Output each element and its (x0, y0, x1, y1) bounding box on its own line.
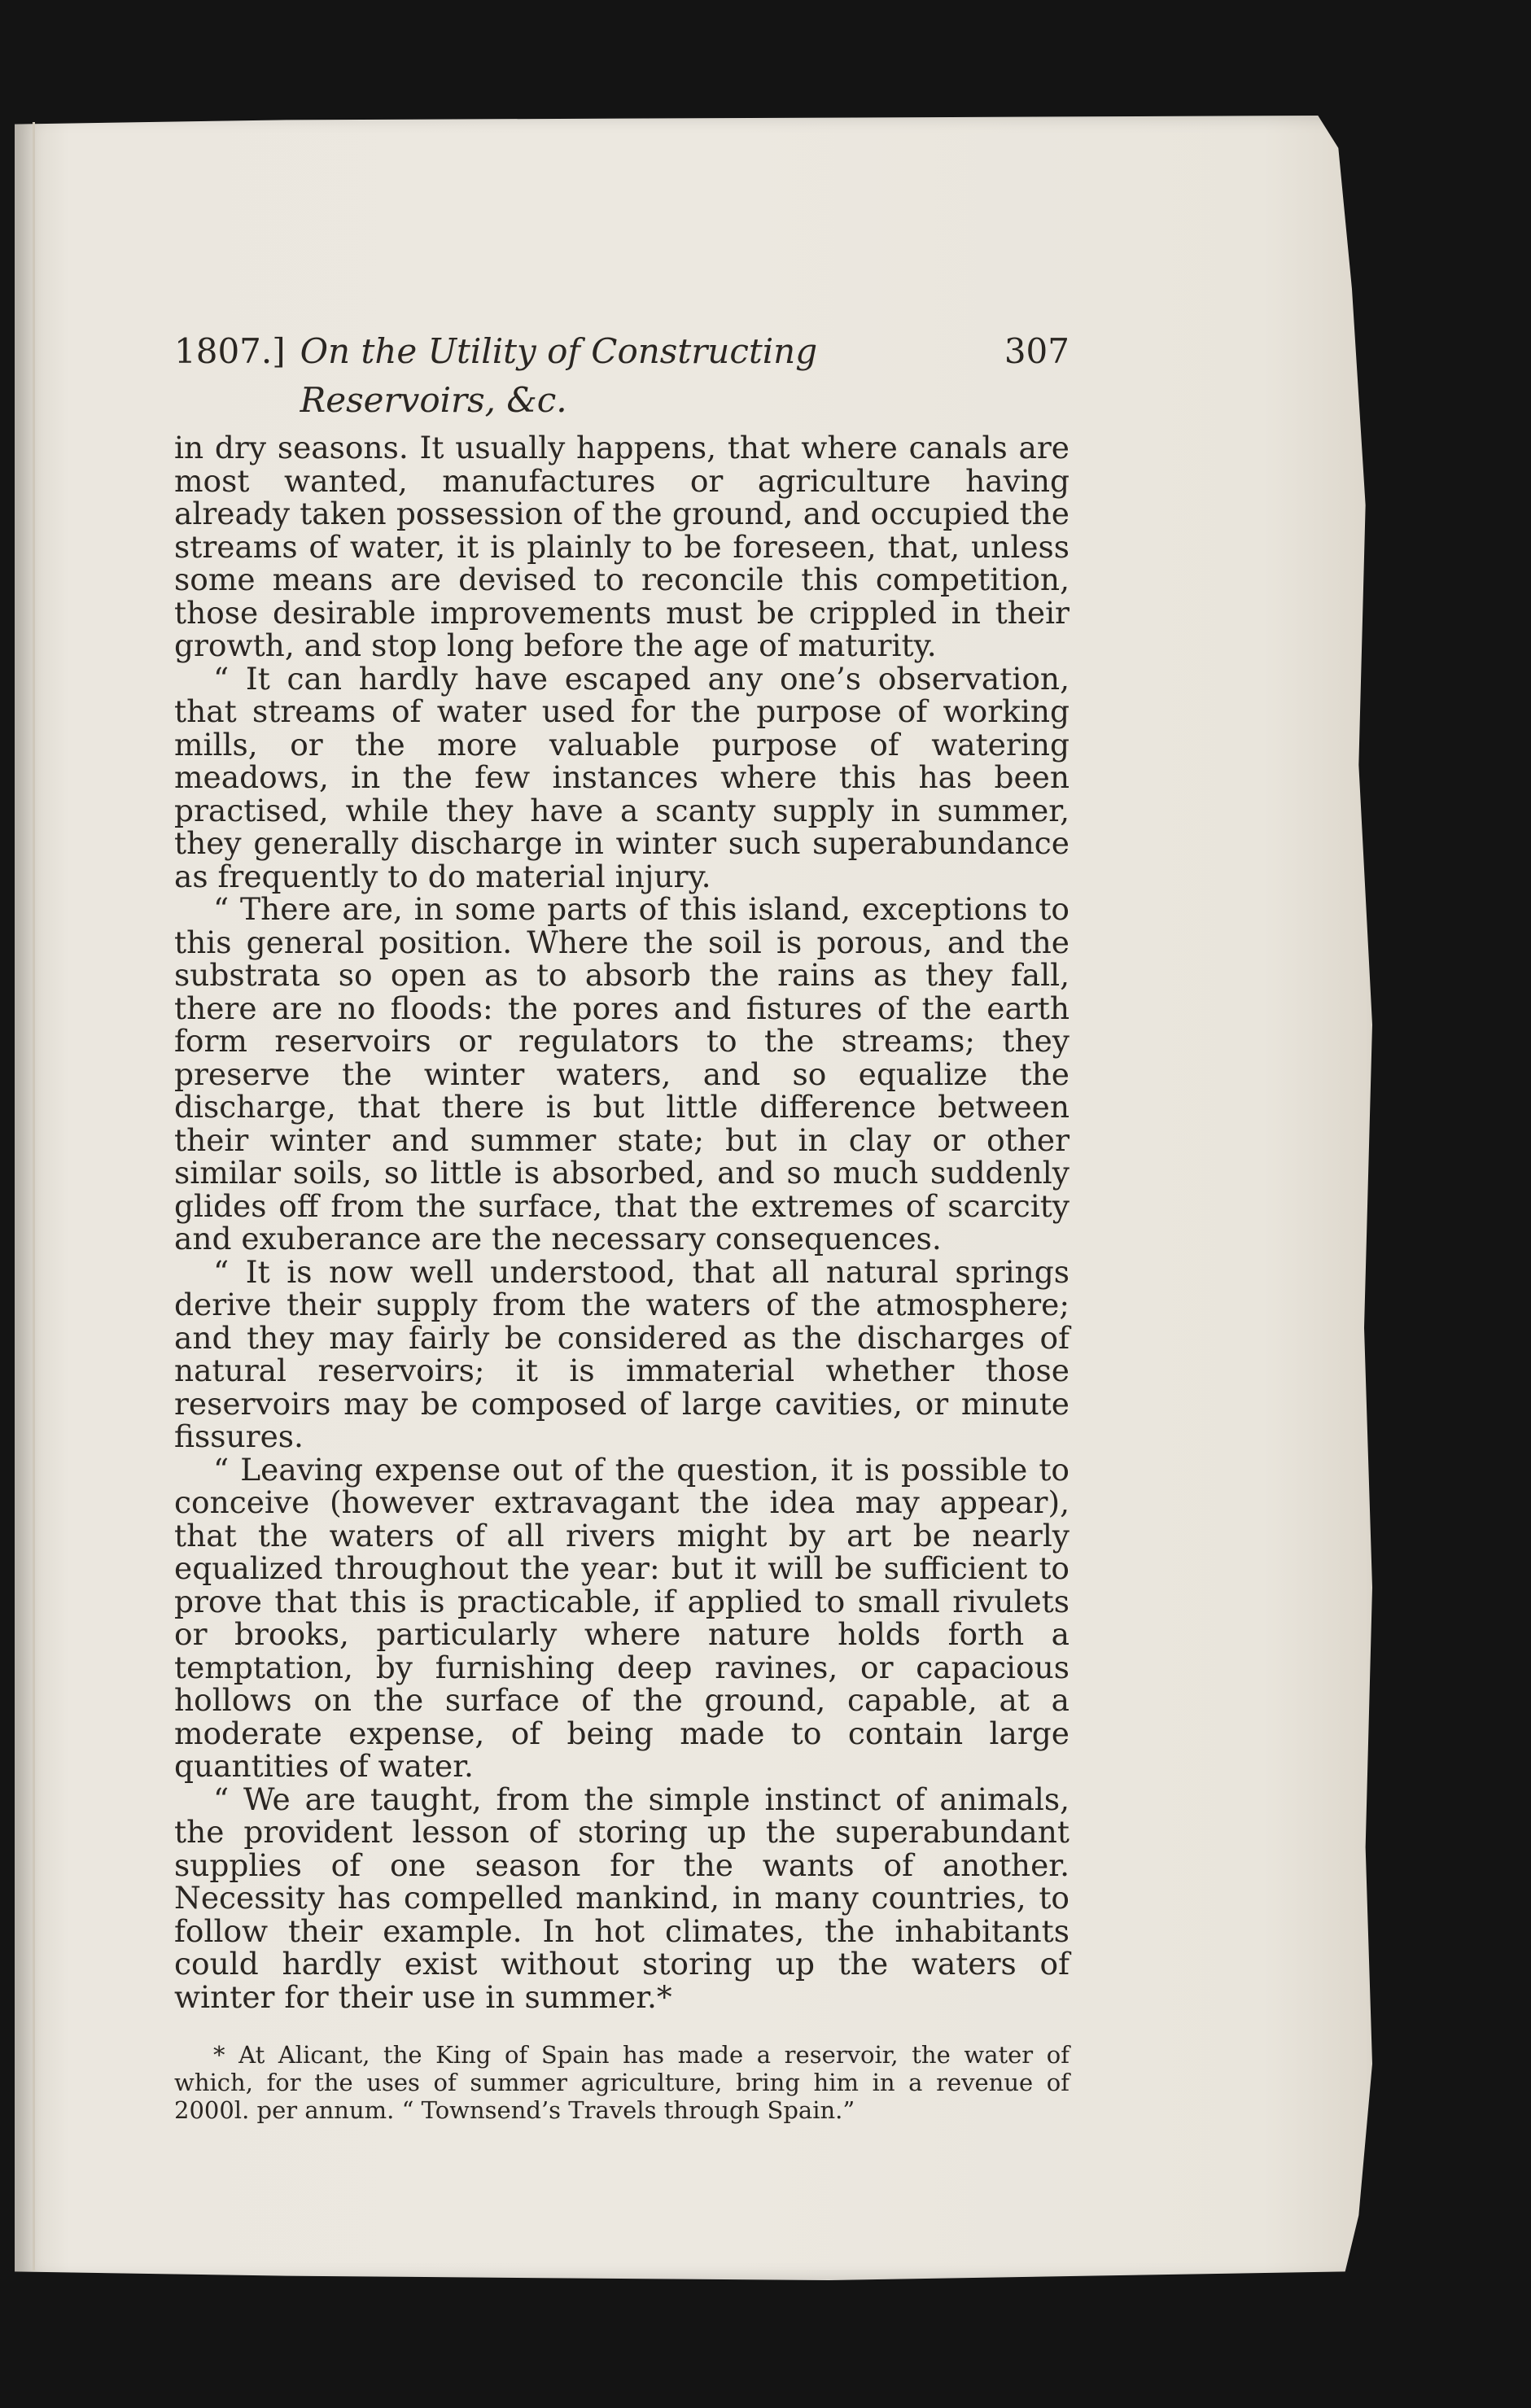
paragraph-5: “ Leaving expense out of the question, it is possible to conceive (however extravagant the idea may appear), that the waters of all rivers might by art be nearly equalized throughout the year: but it will be sufficient to prove that this is practicable, if applied to small rivulets or brooks, particularly where nature holds forth a temptation, by furnishing deep ravines, or capacious hollows on the surface of the ground, capable, at a moderate expense, of being made to contain large quantities of water. (174, 1451, 1070, 1784)
running-header (174, 327, 1070, 425)
header-year: 1807.] (174, 331, 286, 371)
binding-edge (33, 122, 35, 2270)
page-content (174, 327, 1070, 2148)
page-number: 307 (1004, 331, 1070, 371)
header-title: On the Utility of Constructing Reservoirs, &c. (300, 331, 818, 420)
paragraph-1: in dry seasons. It usually happens, that where canals are most wanted, manufactures or agriculture having already taken possession of the ground, and occupied the streams of water, it is plainly to be foreseen, that, unless some means are devised to reconcile this competition, those desirable improvements must be crippled in their growth, and stop long before the age of maturity. (174, 430, 1070, 663)
footnote: * At Alicant, the King of Spain has made a reservoir, the water of which, for the uses of summer agriculture, bring him in a revenue of 2000l. per annum. “ Townsend’s Travels through Spain.” (174, 2041, 1070, 2124)
paragraph-2: “ It can hardly have escaped any one’s observation, that streams of water used for the purpose of working mills, or the more valuable purpose of watering meadows, in the few instances where this has been practised, while they have a scanty supply in summer, they generally discharge in winter such superabundance as frequently to do material injury. (174, 660, 1070, 894)
paragraph-4: “ It is now well understood, that all natural springs derive their supply from the waters of the atmosphere; and they may fairly be considered as the discharges of natural reservoirs; it is immaterial whether those reservoirs may be composed of large cavities, or minute fissures. (174, 1253, 1070, 1454)
paragraph-3: “ There are, in some parts of this island, exceptions to this general position. Where the soil is porous, and the substrata so open as to absorb the rains as they fall, there are no floods: the pores and fistures of the earth form reservoirs or regulators to the streams; they preserve the winter waters, and so equalize the discharge, that there is but little difference between their winter and summer state; but in clay or other similar soils, so little is absorbed, and so much suddenly glides off from the surface, that the extremes of scarcity and exuberance are the necessary consequences. (174, 891, 1070, 1256)
paragraph-6: “ We are taught, from the simple instinct of animals, the provident lesson of storing up the superabundant supplies of one season for the wants of another. Necessity has compelled mankind, in many countries, to follow their example. In hot climates, the inhabitants could hardly exist without storing up the waters of winter for their use in summer.* (174, 1781, 1070, 2015)
